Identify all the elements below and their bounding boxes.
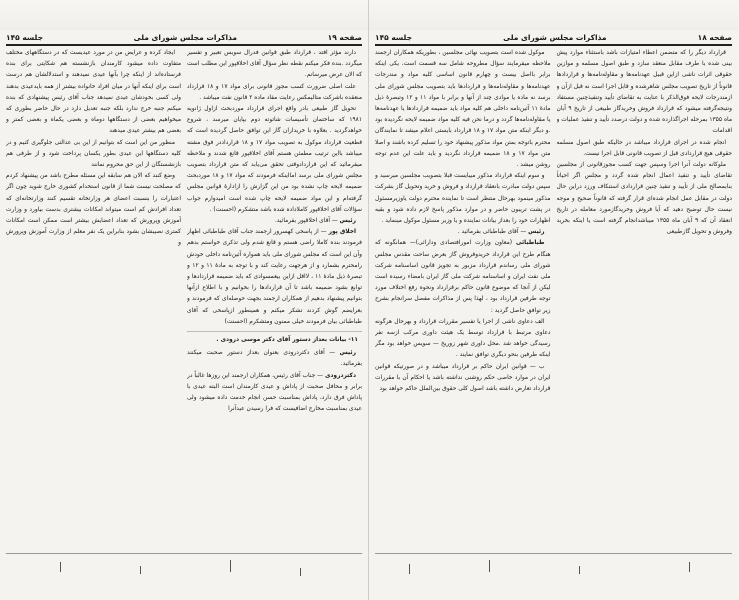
speaker-paragraph: رئیس — آقای طباطبائی بفرمائید . — [457, 229, 545, 236]
section-divider — [187, 331, 362, 332]
section-heading: ۱۱- بیانات بعداز دستور آقای دکتر موسی درودی . — [216, 337, 358, 344]
speech-text: جناب آقای رئیس، همکاران ارجمند این روزها غالباً در برابر و محافل صحبت از پاداش و عیدی کارمندان است البته عیدی با پاداش فرق دارد، پاداش بمناسبت حسن انجام خدمت داده میشود ولی عیدی بمناسبت مخارج اضافیست که فرا رسیدن عیدآنرا — [187, 372, 362, 413]
scan-artifacts — [0, 556, 368, 600]
paragraph: موکول شده است بتصویب نهائی مجلسین ، بطوریکه همکاران ارجمند ملاحظه میفرمایند سؤال مطروحه شامل سه قسمت است. یکی اینکه برابر بااصل بیست و چهارم قانون اساسی کلیه مواد و مندرجات عهدنامه‌ها و مقاوله‌نامه‌ها و قراردادها باید بتصویب مجلس شورای ملی برسد نه ماده یا موادی چند از آنها و برابر با مواد ۱۱ و ۱۲ وتبصرهٔ ذیل مادهٔ ۱۱ آئین‌نامه داخلی هم کلیه مواد باید ضمیمه قراردادها یا عهدنامه‌ها یا مقاوله‌نامه‌ها گردد و درما نحن فیه کلیه مواد ضمیمه لایحه نگردیده بود .و دیگر اینکه متن مواد ۱۷ و ۱۸ قرارداد بایستی اعلام میشد تا نمایندگان محترم باتوجه بمتن مواد مذکور پیشنهاد خود را تسلیم کرده باشند و اصلا متن مواد ۱۷ و ۱۸ ضمیمه قرارداد نگردید و باید علت این عدم توجه روشن میشد . — [375, 50, 551, 169]
page-number: صفحه ۱۸ — [697, 32, 732, 42]
paragraph: و سوم اینکه قرارداد مذکور میبایست قبلا بتصویب مجلسین میرسید و سپس دولت مبادرت بانعقاد قرارداد و فروش و خرید وتحویل گاز بشرکت مذکور مینمود بهرحال منتظر است تا نماینده محترم دولت یاوزیرمسئول در پشت تریبون حاضر و در موارد مذکور پاسخ لازم داده شود و بقیه اظهارات خود را بعداز بیانات نماینده و یا وزیر مسئول موکول مینماید . — [375, 173, 551, 225]
paragraph: وضع کنند که الان هم سابقه این مسئله مطرح باشد من پیشنهاد کردم که مصلحت نیست شما از قانون استخدام کشوری خارج شوید چون اگر اعتبارات را بنسبت اعضای هر وزارتخانه تقسیم کنند وزارتخانه‌ای که تعداد افرادش کم است میتواند امکانات بیشتری بدست بیاورد و وزارت آموزش وپرورش که تعداد اعضایش بیشتر است ممکن است امکانات کمتری نصیبشان بشود بنابراین یک نفر معلم از وزارت آموزش وپرورش و — [6, 173, 181, 247]
paragraph: دارند مؤثر افتد ، قرارداد طبق قوانین فدرال سویس تعبیر و تفسیر میگردد .بنده فکر میکنم نقطه نظر سؤال آقای اخلاقپور این مطلب است که الان عرض میرسانم. — [187, 50, 362, 79]
scan-margin — [369, 0, 738, 30]
speech-text: (معاون وزارت امورافتصادی ودارائی)— همانگونه که هنگام طرح این قرارداد خریدوفروش گاز بعرض ساحت مقدس مجلس شورای ملی رساندم قرارداد مزبور به تجویز قانون اساسنامه شرکت ملی نفت ایران و اساسنامه شرکت ملی گاز ایران بامضاء رسیده است لیکن از آنجا که موضوع قانون حاکم برقرارداد ونحوه رفع اختلاف مورد توجه طرفین قرارداد بود ، لهذا پس از مذاکرات مفصل سرانجام بشرح زیر توافق حاصل گردید : — [375, 240, 551, 314]
speaker-name: رئیس — [339, 218, 356, 225]
page-number: صفحه ۱۹ — [327, 32, 362, 42]
session-number: جلسه ۱۴۵ — [6, 32, 44, 42]
right-page-column-1 — [375, 48, 551, 550]
scan-mark — [579, 566, 580, 574]
paragraph: انجام شده در اجرای قرارداد میباشد در حالیکه طبق اصول مسلمه حقوقی هیچ قراردادی قبل از تصویب قانونی قابل اجرا نیست. — [556, 139, 732, 157]
scan-mark — [60, 562, 61, 572]
right-page-columns — [375, 48, 732, 550]
session-number: جلسه ۱۴۵ — [375, 32, 413, 42]
speaker-paragraph — [375, 238, 551, 316]
publication-title: مذاکرات مجلس شورای ملی — [133, 32, 237, 42]
speech-text: از پاسخی کهسرور ارجمند جناب آقای طباطبائی اظهار فرمودند بنده کاملا راضی هستم و قانع شدم ولی تذکری خواستم بدهم وآن این است که مجلس شورای ملی باید همواره آئین‌نامه داخلی خودش رامحترم بشمارد و از هرجهت رعایت کند و با توجه به مادهٔ ۱۱ و ۱۲ و تبصرهٔ ذیل مادهٔ ۱۱ ، لااقل ازاین بیعمسوادی که باید ضمیمه قراردادها و توابع بشود ضمیمه باشد تا آن قراردادها را بخوانیم و با اطلاع ازآنها بتوانیم پیشنهاد بدهیم از همکاران ارجمند بجهت حوصله‌ای که فرمودند و بعرایضم گوش کردند تشکر میکنم و همینطور ازپاسخی که آقای طباطبائی بیان فرمودند خیلی ممنون ومتشکرم (احسنت) — [187, 229, 362, 325]
scan-mark — [230, 560, 231, 572]
speaker-paragraph: دکتردرودی — جناب آقای رئیس، همکاران ارجمند این روزها غالباً در برابر و محافل صحبت از پاداش و عیدی کارمندان است البته عیدی با پاداش فرق دارد، پاداش بمناسبت حسن انجام خدمت داده میشود ولی عیدی بمناسبت مخارج اضافیست که فرا رسیدن عیدآنرا — [187, 372, 362, 413]
speech-text: آقای طباطبائی بفرمائید . — [457, 229, 519, 236]
speaker-name: طباطبائی — [516, 240, 545, 247]
footer-rule — [375, 553, 732, 554]
left-page-column-1 — [6, 48, 181, 550]
paragraph: ایجاد کرده و عرایض من در مورد عیدیست که در دستگاههای مختلف متفاوت داده میشود کارمندان بازنشسته هم شکایتی برای بنده فرستاده‌اند از اینکه چرا بآنها عیدی نمیدهند و استدلالشان هم درست است برای اینکه آنها در میان افراد خانواده بیشتر از همه بایدعیدی بدهند ولی کسی بخودشان عیدی نمیدهد جناب آقای رئیس پیشنهادی که بنده میکنم جنبه خرج ندارد بلکه جنبه تعدیل دارد در حال حاضر بطوری که میخواهیم بعضی از دستگاهها دوماه و بعضی یکماه و بعضی کمتر و بعضی هم بیشتر عیدی میدهند — [6, 50, 181, 135]
paragraph: منظور من این است که بتوانیم از این بی عدالتی جلوگیری کنیم و در کلیه دستگاهها این عیدی بطور یکسان پرداخت شود و از طرفی هم بازنشستگان از این حق محروم نمانند — [6, 139, 181, 169]
left-page-column-2 — [187, 48, 362, 550]
scan-mark — [140, 566, 141, 574]
left-page-columns — [6, 48, 362, 550]
speech-text: آقای دکتردرودی بعنوان بعداز دستور صحبت میکنند بفرمائید. — [187, 350, 362, 368]
paragraph: علت اصلی ضرورت کسب مجوز قانونی برای مواد ۱۷ و ۱۸ قرارداد منعقده باشرکت متالیمکس رعایت مفاد ماده ۲ قانون نفت میباشد . — [187, 83, 362, 101]
speaker-name: اخلاق پور — [328, 229, 356, 236]
scan-mark — [489, 560, 490, 572]
paragraph: ملوکانه دولت آنرا اجرا وسپس جهت کسب مجوزقانونی از مجلسین تقاضای تأیید و تنفیذ اعمال انجام شده گردد و مجلس اگر احیاناً بنابمصالح ملی از تأیید و تنفیذ چنین قراردادی استنکاف ورزد دراین حال دولت در مقابل عمل انجام شده‌ای قرار گرفته که قانوناً صحیح و موجه نیست حال توضیح دهید که آیا فروش وخریدگازمورد معامله در تاریخ انعقاد آن که ۹ آبان ماه ۱۳۵۵ میباشدانجام گرفته است یا اینکه بخرید وفروش و تحویل گازطبیعی — [556, 162, 732, 236]
scan-mark — [409, 564, 410, 574]
right-page — [369, 0, 738, 600]
scan-mark — [689, 562, 690, 572]
speaker-name: دکتردرودی — [324, 372, 356, 379]
clause-paragraph: ب — قوانین ایران حاکم بر قرارداد میباشد و در صورتیکه قوانین ایران در موارد خاصی حکم روشنی نداشته باشد یا احکام آن با مقررات قرارداد تعارض داشته باشد اصول کلی حقوق بین‌الملل حاکم خواهد بود — [375, 363, 551, 393]
footer-rule — [6, 553, 362, 554]
speaker-paragraph: اخلاق پور — از پاسخی کهسرور ارجمند جناب آقای طباطبائی اظهار فرمودند بنده کاملا راضی هستم و قانع شدم ولی تذکری خواستم بدهم وآن این است که مجلس شورای ملی باید همواره آئین‌نامه داخلی خودش رامحترم بشمارد و از هرجهت رعایت کند و با توجه به مادهٔ ۱۱ و ۱۲ و تبصرهٔ ذیل مادهٔ ۱۱ ، لااقل ازاین بیعمسوادی که باید ضمیمه قراردادها و توابع بشود ضمیمه باشد تا آن قراردادها را بخوانیم و با اطلاع ازآنها بتوانیم پیشنهاد بدهیم از همکاران ارجمند بجهت حوصله‌ای که فرمودند و بعرایضم گوش کردند تشکر میکنم و همینطور ازپاسخی که آقای طباطبائی بیان فرمودند خیلی ممنون ومتشکرم (احسنت) — [187, 229, 362, 325]
left-page — [0, 0, 369, 600]
scan-mark — [300, 568, 301, 576]
speaker-paragraph: رئیس — آقای اخلاقپور بفرمائید. — [274, 218, 356, 225]
speaker-name: رئیس — [528, 229, 545, 236]
publication-title: مذاکرات مجلس شورای ملی — [503, 32, 607, 42]
scan-margin — [0, 0, 368, 30]
paragraph: تحویل گاز طبیعی بادر واقع اجرای قرارداد موردبحث ازاول ژانویه ۱۹۸۱ که ساختمان تأسیسات شاتوته دوم بپایان میرسد ، شروع خواهدگردید . بعلاوه با خریداران گاز این توافق حاصل گردیده است که قطعیت قرارداد موکول به تصویب مواد ۱۷ و ۱۸ قرارداددر فوق مشته میباشد بااین ترتیب مطمئن هستم آقای اخلاقپور قانع شدند و ملاحظه میفرمائید که این قراردادوقتی تحقق می‌یابد که متن قرارداد بتصویب مجلس شورای ملی برسد امااینکه فرمودند که مواد ۱۷ و ۱۸ موردبحث ضمیمه لایحه چاپ نشده بود من این گزارش را ازادارهٔ قوانین مجلس گرفته‌ام و این مواد ضمیمه لایحه چاپ شده است امیدوارم جواب سؤالات آقای اخلاقپور کاملاداده شده باشد متشکرم (احسنت) . — [187, 106, 362, 213]
speaker-paragraph: رئیس — آقای دکتردرودی بعنوان بعداز دستور صحبت میکنند بفرمائید. — [187, 350, 362, 368]
left-page-header — [6, 30, 362, 46]
clause-paragraph: الف دعاوی ناشی از اجرا یا تفسیر مقررات قرارداد و بهرحال هرگونه دعاوی مرتبط با قرارداد توسط یک هیئت داوری مرکب ازسه نفر رسیدگی خواهد شد .محل داوری شهر زوریخ — سویس خواهد بود مگر اینکه طرفین بنحو دیگری توافق نمایند . — [375, 318, 551, 359]
right-page-column-2 — [557, 48, 733, 550]
speech-text: آقای اخلاقپور بفرمائید. — [274, 218, 331, 225]
right-page-header — [375, 30, 732, 46]
scan-artifacts — [369, 556, 738, 600]
paragraph: قرارداد دیگر را که متضمن اعطاء امتیازات باشد باستثناء موارد پیش بینی شده با طرف مقابل منعقد سازد و طبق اصول مسلمه و موازین حقوقی اثرات ناشی ازاین قبیل عهدنامه‌ها و مقاوله‌نامه‌ها و قراردادها قانوناً از تاریخ تصویب مجلس شاهرشده و قابل اجرا است نه قبل ازآن و ازمندرجات لایحه فوق‌الذکر با عنایت به تقاضای تأیید وتنفیذچنین مستفاد ونتیجه‌گرفته میشود که قرارداد فروش وخریدگاز طبیعی از تاریخ ۹ آبان ماه ۱۳۵۵ بمرحله اجراگذارده شده و دولت درصدد تأیید و تنفیذ عملیات و اقدامات — [556, 50, 732, 135]
speaker-name: رئیس — [339, 350, 356, 357]
